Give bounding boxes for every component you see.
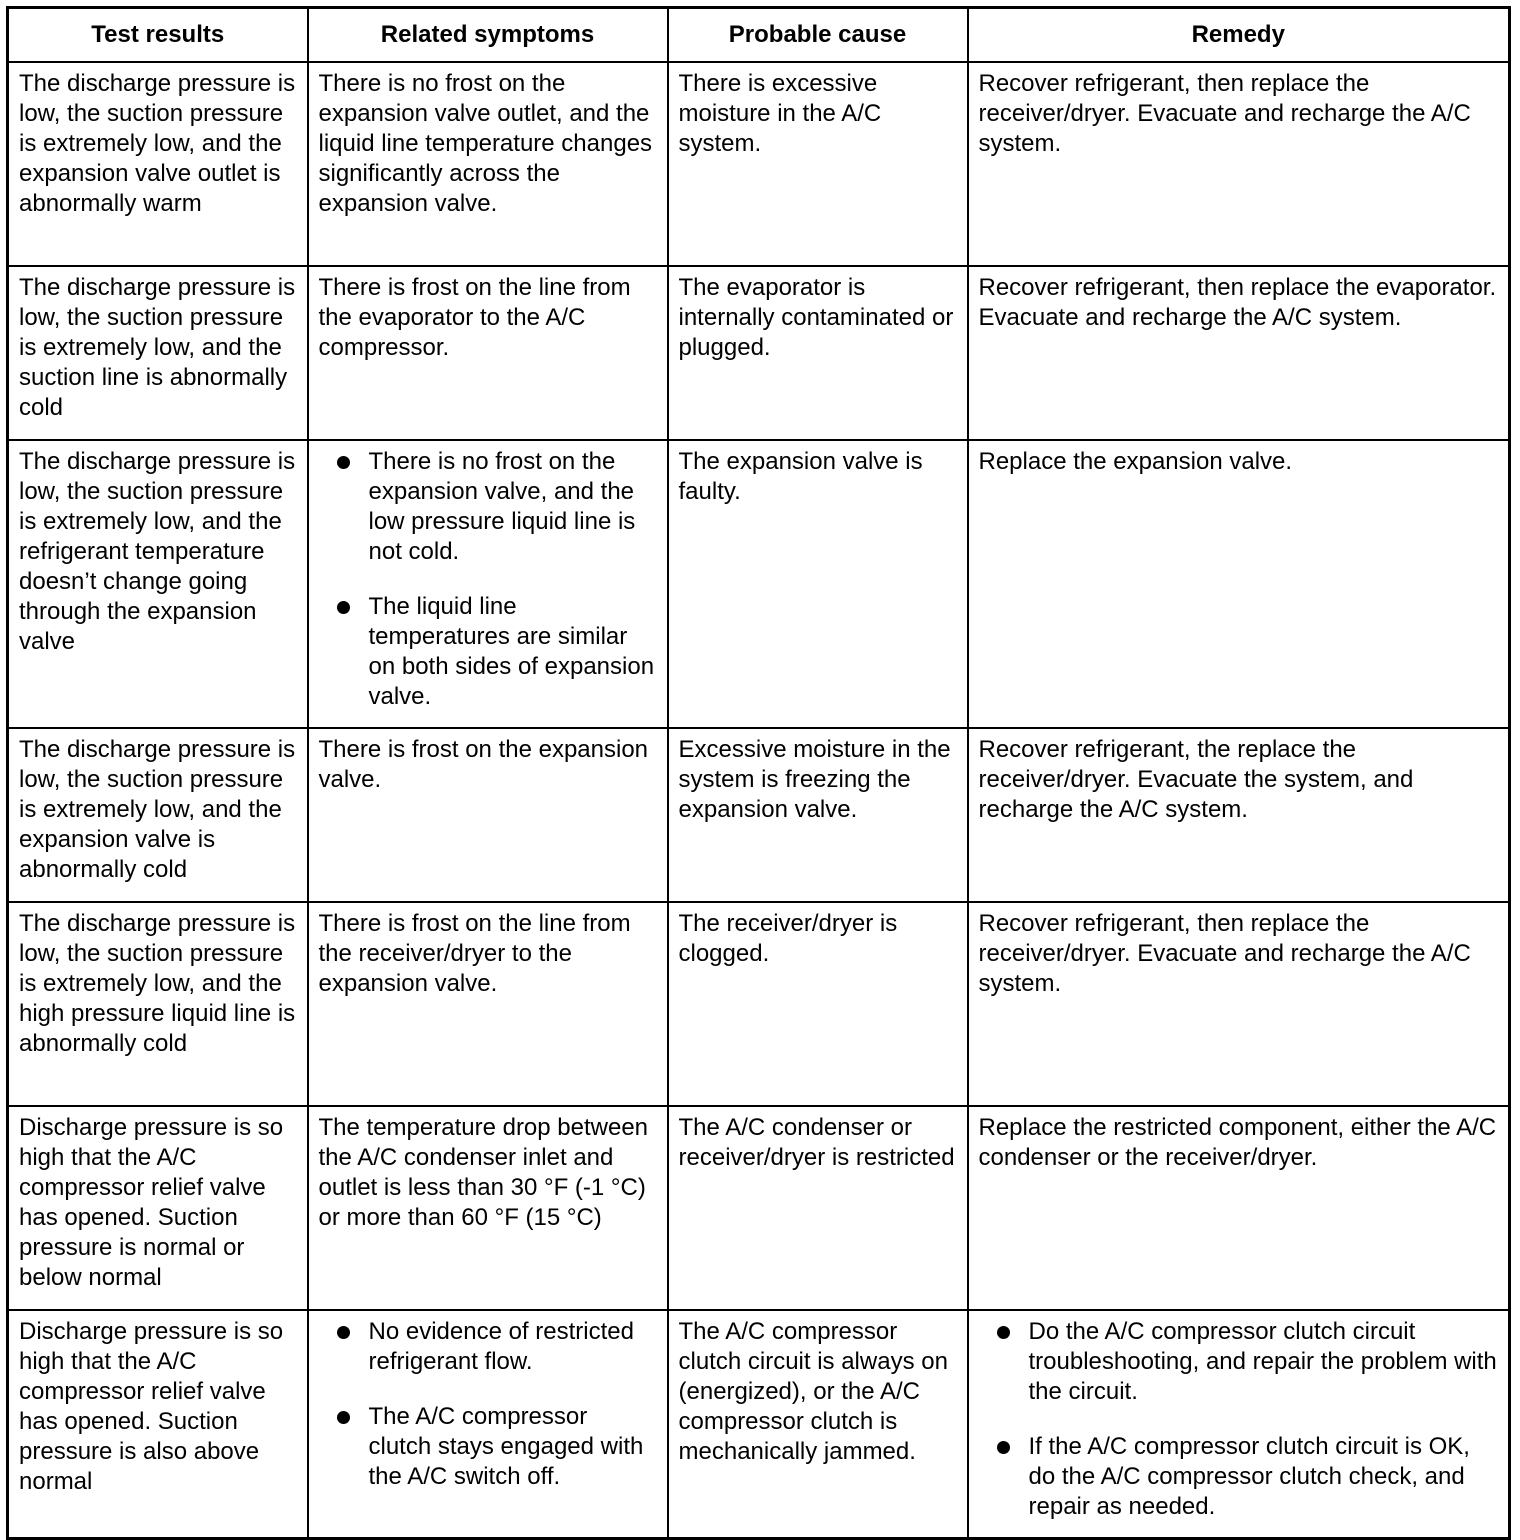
bullet-icon	[997, 1326, 1010, 1339]
list-item	[319, 1317, 657, 1377]
list-item-text: No evidence of restricted refrigerant flow.	[368, 1318, 634, 1375]
remedy-cell: Replace the expansion valve.	[968, 440, 1510, 728]
symptoms-cell: There is frost on the line from the evaporator to the A/C compressor.	[308, 266, 668, 440]
header-remedy: Remedy	[968, 8, 1510, 63]
list-item-text: The A/C compressor clutch stays engaged with the A/C switch off.	[368, 1403, 644, 1490]
test-result-cell: The discharge pressure is low, the suction pressure is extremely low, and the expansion valve is abnormally cold	[8, 728, 308, 902]
troubleshooting-table-container	[6, 6, 1511, 1540]
cause-cell: There is excessive moisture in the A/C system.	[668, 62, 968, 266]
remedy-cell: Replace the restricted component, either the A/C condenser or the receiver/dryer.	[968, 1106, 1510, 1310]
test-result-cell: Discharge pressure is so high that the A/C compressor relief valve has opened. Suction pressure is normal or below normal	[8, 1106, 308, 1310]
table-row	[8, 728, 1510, 902]
remedy-cell	[968, 1310, 1510, 1538]
list-item	[319, 592, 657, 712]
cause-cell: The A/C condenser or receiver/dryer is restricted	[668, 1106, 968, 1310]
cause-cell: Excessive moisture in the system is freezing the expansion valve.	[668, 728, 968, 902]
bullet-icon	[337, 1326, 350, 1339]
table-row	[8, 1106, 1510, 1310]
test-result-cell: Discharge pressure is so high that the A/C compressor relief valve has opened. Suction pressure is also above normal	[8, 1310, 308, 1538]
symptoms-cell: There is frost on the line from the receiver/dryer to the expansion valve.	[308, 902, 668, 1106]
bullet-icon	[997, 1441, 1010, 1454]
header-test-results: Test results	[8, 8, 308, 63]
symptoms-cell	[308, 1310, 668, 1538]
cause-cell: The expansion valve is faulty.	[668, 440, 968, 728]
remedy-list	[979, 1317, 1499, 1522]
remedy-cell: Recover refrigerant, then replace the evaporator. Evacuate and recharge the A/C system.	[968, 266, 1510, 440]
table-row	[8, 266, 1510, 440]
bullet-icon	[337, 601, 350, 614]
table-row	[8, 62, 1510, 266]
troubleshooting-table	[6, 6, 1511, 1540]
header-probable-cause: Probable cause	[668, 8, 968, 63]
remedy-cell: Recover refrigerant, the replace the receiver/dryer. Evacuate the system, and recharge the A/C system.	[968, 728, 1510, 902]
list-item-text: If the A/C compressor clutch circuit is OK, do the A/C compressor clutch check, and repair as needed.	[1028, 1433, 1470, 1520]
bullet-icon	[337, 456, 350, 469]
cause-cell: The evaporator is internally contaminated or plugged.	[668, 266, 968, 440]
list-item	[979, 1317, 1499, 1407]
list-item-text: There is no frost on the expansion valve, and the low pressure liquid line is not cold.	[368, 448, 636, 565]
list-item-text: Do the A/C compressor clutch circuit troubleshooting, and repair the problem with the circuit.	[1028, 1318, 1497, 1405]
symptoms-cell	[308, 440, 668, 728]
test-result-cell: The discharge pressure is low, the suction pressure is extremely low, and the refrigerant temperature doesn’t change going through the expansion valve	[8, 440, 308, 728]
header-row	[8, 8, 1510, 63]
test-result-cell: The discharge pressure is low, the suction pressure is extremely low, and the expansion valve outlet is abnormally warm	[8, 62, 308, 266]
bullet-icon	[337, 1411, 350, 1424]
cause-cell: The A/C compressor clutch circuit is always on (energized), or the A/C compressor clutch is mechanically jammed.	[668, 1310, 968, 1538]
symptoms-list	[319, 1317, 657, 1492]
symptoms-cell: There is no frost on the expansion valve outlet, and the liquid line temperature changes significantly across the expansion valve.	[308, 62, 668, 266]
list-item	[979, 1432, 1499, 1522]
list-item	[319, 1402, 657, 1492]
list-item-text: The liquid line temperatures are similar on both sides of expansion valve.	[368, 593, 655, 710]
symptoms-cell: There is frost on the expansion valve.	[308, 728, 668, 902]
symptoms-cell: The temperature drop between the A/C condenser inlet and outlet is less than 30 °F (-1 °C) or more than 60 °F (15 °C)	[308, 1106, 668, 1310]
list-item	[319, 447, 657, 567]
table-row	[8, 440, 1510, 728]
header-related-symptoms: Related symptoms	[308, 8, 668, 63]
table-row	[8, 1310, 1510, 1538]
test-result-cell: The discharge pressure is low, the suction pressure is extremely low, and the suction line is abnormally cold	[8, 266, 308, 440]
test-result-cell: The discharge pressure is low, the suction pressure is extremely low, and the high pressure liquid line is abnormally cold	[8, 902, 308, 1106]
remedy-cell: Recover refrigerant, then replace the receiver/dryer. Evacuate and recharge the A/C system.	[968, 62, 1510, 266]
symptoms-list	[319, 447, 657, 712]
cause-cell: The receiver/dryer is clogged.	[668, 902, 968, 1106]
table-row	[8, 902, 1510, 1106]
remedy-cell: Recover refrigerant, then replace the receiver/dryer. Evacuate and recharge the A/C system.	[968, 902, 1510, 1106]
